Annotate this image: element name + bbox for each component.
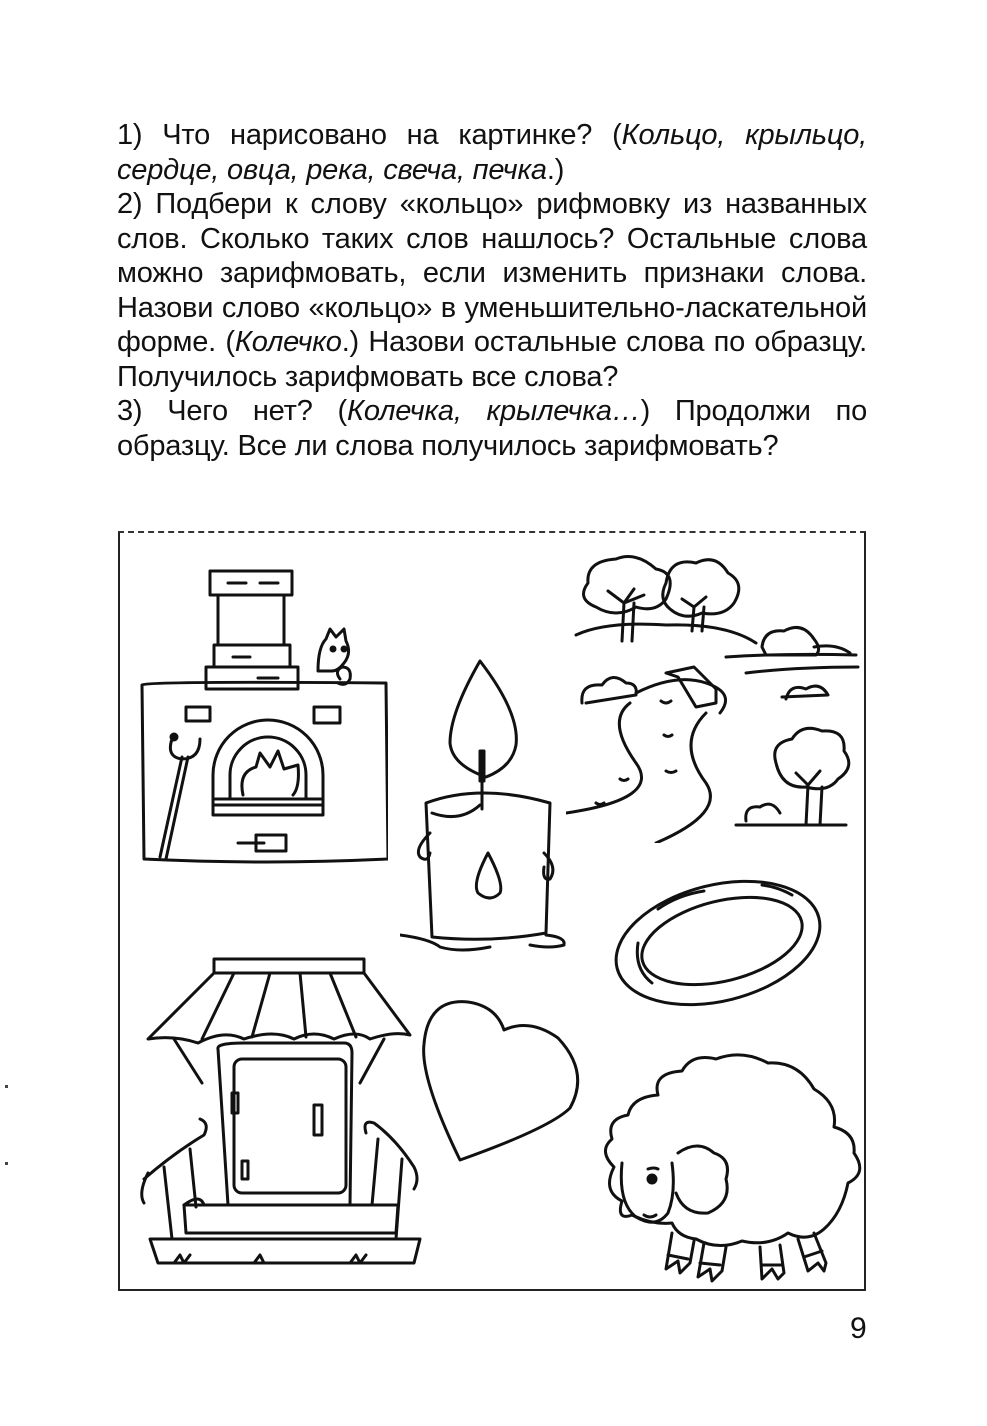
heart-illustration xyxy=(420,988,585,1163)
scan-speck xyxy=(5,1085,8,1088)
ring-illustration xyxy=(608,873,828,1013)
task-1-text-end: .) xyxy=(546,153,565,186)
river-illustration xyxy=(566,543,866,843)
candle-illustration xyxy=(400,653,570,953)
task-3-text-end: ) Продолжи по образцу. Все ли слова получилось зарифмовать? xyxy=(117,395,867,462)
page-number: 9 xyxy=(850,1312,867,1345)
task-2-text: 2) Подбери к слову «кольцо» рифмовку из названных слов. Сколько таких слов нашлось? Остальные слова можно зарифмовать, если изменить признаки слова. Назови слово «кольцо» в уменьшительно-ласкательной форме. ( xyxy=(117,188,867,358)
task-1 xyxy=(117,118,867,187)
task-2-answer: Колечко xyxy=(234,326,342,358)
task-3-text: 3) Чего нет? ( xyxy=(117,395,347,427)
illustration-frame xyxy=(118,531,866,1291)
exercise-text xyxy=(117,118,867,463)
task-3-answer: Колечка, крылечка… xyxy=(346,395,641,427)
stove-illustration xyxy=(138,567,388,867)
porch-illustration xyxy=(134,943,424,1273)
task-3 xyxy=(117,394,867,463)
sheep-illustration xyxy=(592,1043,870,1293)
task-1-answer: Кольцо, крыльцо, сердце, овца, река, свеча, печка xyxy=(117,119,867,186)
scan-speck xyxy=(5,1162,8,1165)
task-2-text-end: .) Назови остальные слова по образцу. Получилось зарифмовать все слова? xyxy=(117,326,867,393)
task-1-text: 1) Что нарисовано на картинке? ( xyxy=(117,119,622,151)
task-2 xyxy=(117,187,867,394)
